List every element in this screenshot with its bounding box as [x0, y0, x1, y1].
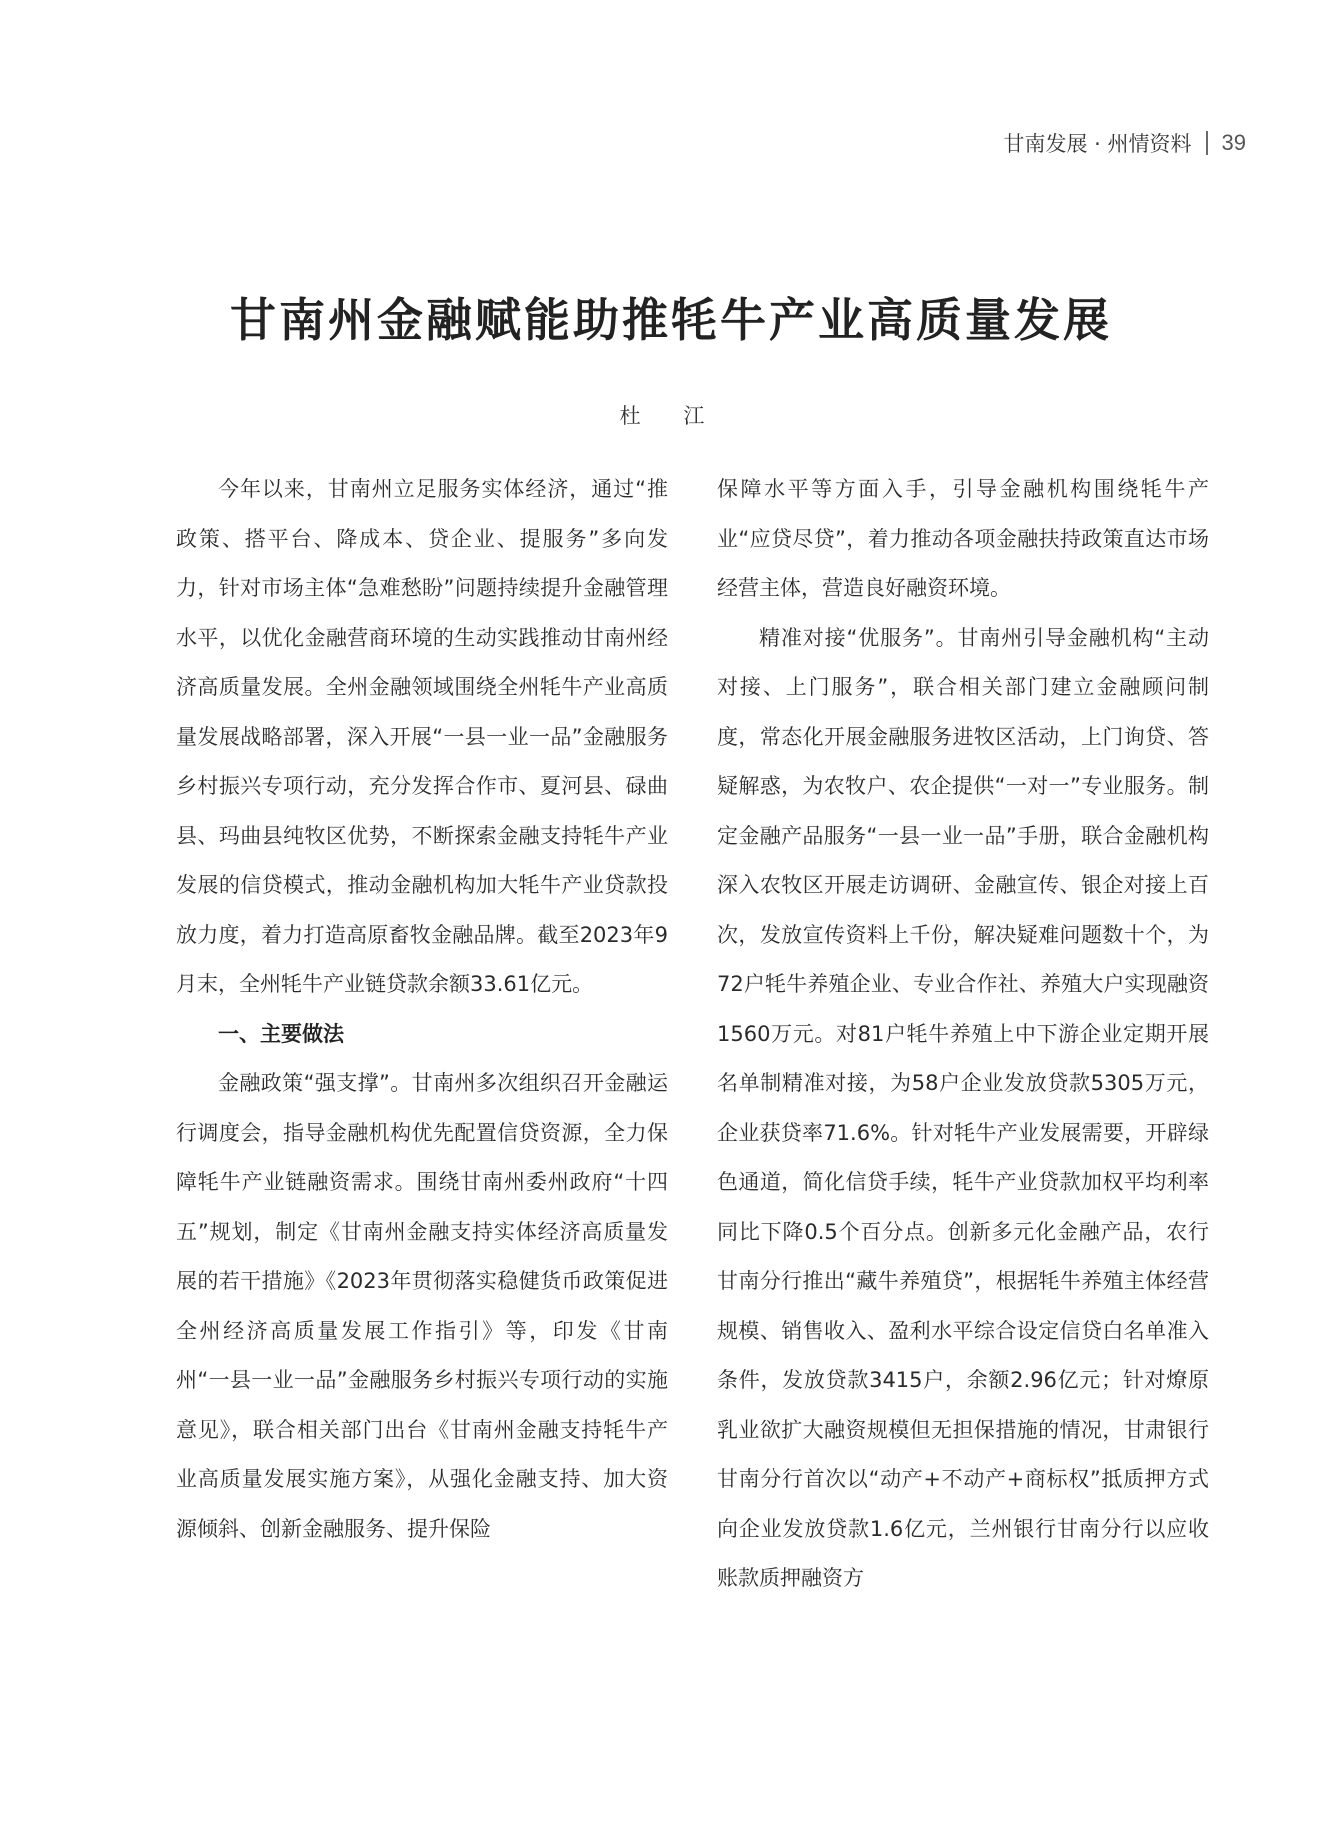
- paragraph-intro: 今年以来，甘南州立足服务实体经济，通过“推政策、搭平台、降成本、贷企业、提服务”多向发力，针对市场主体“急难愁盼”问题持续提升金融管理水平，以优化金融营商环境的生动实践推动甘南州经济高质量发展。全州金融领域围绕全州牦牛产业高质量发展战略部署，深入开展“一县一业一品”金融服务乡村振兴专项行动，充分发挥合作市、夏河县、碌曲县、玛曲县纯牧区优势，不断探索金融支持牦牛产业发展的信贷模式，推动金融机构加大牦牛产业贷款投放力度，着力打造高原畜牧金融品牌。截至2023年9月末，全州牦牛产业链贷款余额33.61亿元。: [176, 477, 668, 996]
- article-title: 甘南州金融赋能助推牦牛产业高质量发展: [230, 293, 1112, 347]
- running-header: [1003, 128, 1246, 158]
- paragraph-service: 精准对接“优服务”。甘南州引导金融机构“主动对接、上门服务”，联合相关部门建立金融顾问制度，常态化开展金融服务进牧区活动，上门询贷、答疑解惑，为农牧户、农企提供“一对一”专业服务。制定金融产品服务“一县一业一品”手册，联合金融机构深入农牧区开展走访调研、金融宣传、银企对接上百次，发放宣传资料上千份，解决疑难问题数十个，为72户牦牛养殖企业、专业合作社、养殖大户实现融资1560万元。对81户牦牛养殖上中下游企业定期开展名单制精准对接，为58户企业发放贷款5305万元，企业获贷率71.6%。针对牦牛产业发展需要，开辟绿色通道，简化信贷手续，牦牛产业贷款加权平均利率同比下降0.5个百分点。创新多元化金融产品，农行甘南分行推出“藏牛养殖贷”，根据牦牛养殖主体经营规模、销售收入、盈利水平综合设定信贷白名单准入条件，发放贷款3415户，余额2.96亿元；针对燎原乳业欲扩大融资规模但无担保措施的情况，甘肃银行甘南分行首次以“动产+不动产+商标权”抵质押方式向企业发放贷款1.6亿元，兰州银行甘南分行以应收账款质押融资方: [717, 625, 1209, 1590]
- page-number: 39: [1221, 130, 1246, 155]
- header-divider: [1206, 131, 1208, 155]
- section-heading: 一、主要做法: [218, 1021, 344, 1046]
- paragraph-policy-continued: 保障水平等方面入手，引导金融机构围绕牦牛产业“应贷尽贷”，着力推动各项金融扶持政策直达市场经营主体，营造良好融资环境。: [717, 477, 1209, 600]
- left-column: [176, 465, 668, 1554]
- journal-name: 甘南发展 · 州情资料: [1003, 132, 1192, 156]
- right-column: [717, 465, 1209, 1604]
- paragraph-policy: 金融政策“强支撑”。甘南州多次组织召开金融运行调度会，指导金融机构优先配置信贷资源，全力保障牦牛产业链融资需求。围绕甘南州委州政府“十四五”规划，制定《甘南州金融支持实体经济高质量发展的若干措施》《2023年贯彻落实稳健货币政策促进全州经济高质量发展工作指引》等，印发《甘南州“一县一业一品”金融服务乡村振兴专项行动的实施意见》，联合相关部门出台《甘南州金融支持牦牛产业高质量发展实施方案》，从强化金融支持、加大资源倾斜、创新金融服务、提升保险: [176, 1071, 668, 1541]
- article-author: 杜 江: [619, 404, 723, 428]
